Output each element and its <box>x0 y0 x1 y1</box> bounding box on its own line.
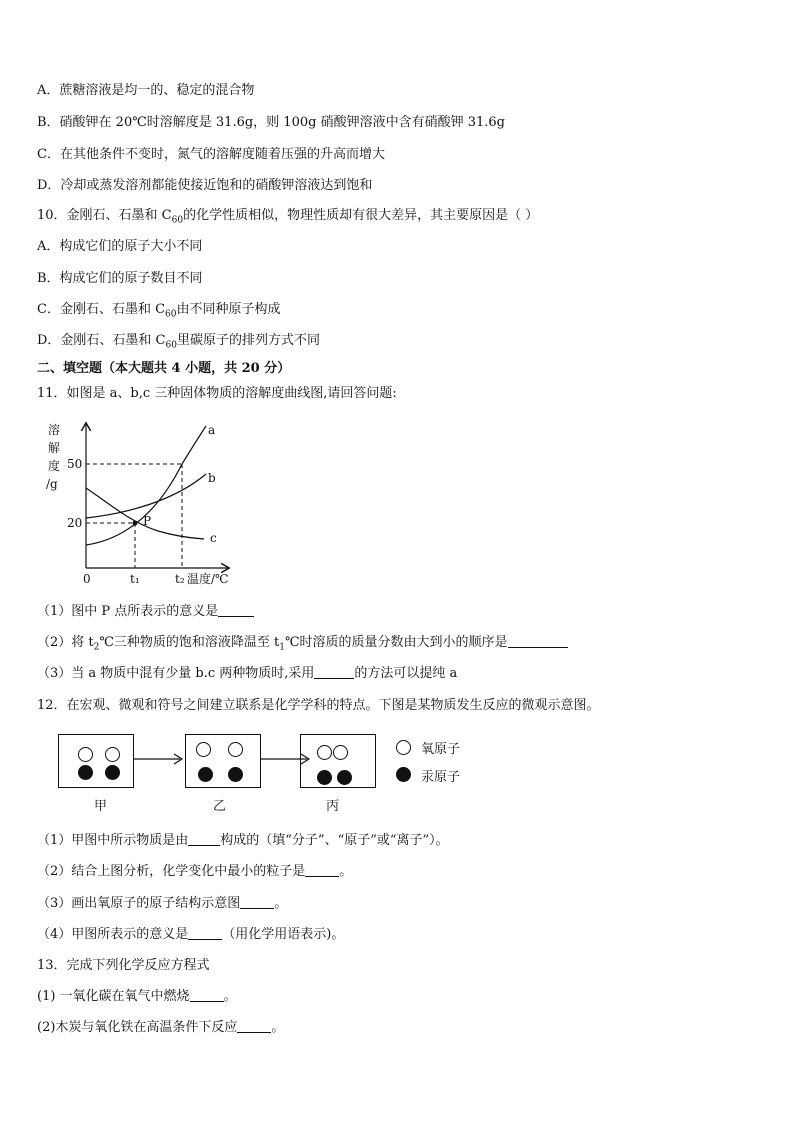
q12-sub4: （4）甲图所表示的意义是 （用化学用语表示)。 <box>37 927 345 942</box>
q12-sub1: （1）甲图中所示物质是由 构成的（填“分子”、“原子”或“离子”）。 <box>37 833 449 848</box>
oxygen-atom <box>196 742 211 757</box>
q12-stem: 12．在宏观、微观和符号之间建立联系是化学学科的特点。下图是某物质发生反应的微观示意图。 <box>37 698 600 713</box>
series-label-b: b <box>208 471 216 485</box>
series-label-c: c <box>210 531 217 545</box>
x-tick-t1: t₁ <box>130 572 140 586</box>
y-label-char: 溶 <box>48 423 61 437</box>
label-jia: 甲 <box>94 799 108 814</box>
y-label-char: 度 <box>48 459 61 473</box>
oxygen-atom <box>105 747 120 762</box>
q11-stem: 11．如图是 a、b,c 三种固体物质的溶解度曲线图,请回答问题: <box>37 386 397 401</box>
q11-sub2: （2）将 $t_2℃$三种物质的饱和溶液降温至 $t_1℃$时溶质的质量分数由大到小的顺序是 <box>37 634 568 657</box>
mercury-atom <box>105 765 120 780</box>
q12-sub2: （2）结合上图分析，化学变化中最小的粒子是 。 <box>37 864 353 879</box>
q12-sub3: （3）画出氧原子的原子结构示意图 。 <box>37 896 288 911</box>
oxygen-atom <box>228 742 243 757</box>
solubility-chart <box>40 418 250 590</box>
legend-oxygen-icon <box>396 740 411 755</box>
mercury-atom <box>78 765 93 780</box>
q9-option-a: A．蔗糖溶液是均一的、稳定的混合物 <box>37 83 255 98</box>
legend-oxygen-label: 氧原子 <box>421 742 461 757</box>
point-p-label: P <box>143 514 152 528</box>
mercury-atom <box>317 770 332 785</box>
legend-mercury-label: 汞原子 <box>421 770 461 785</box>
y-tick-20: 20 <box>67 516 83 530</box>
series-label-a: a <box>208 423 216 437</box>
curve-b <box>86 474 206 518</box>
q9-option-d: D．冷却或蒸发溶剂都能使接近饱和的硝酸钾溶液达到饱和 <box>37 178 373 193</box>
arrow-right <box>134 752 186 766</box>
mercury-atom <box>198 767 213 782</box>
y-tick-50: 50 <box>67 457 83 471</box>
oxygen-atom <box>78 747 93 762</box>
x-tick-t2: t₂ <box>175 572 185 586</box>
q13-sub1: (1) 一氧化碳在氧气中燃烧 。 <box>37 989 237 1004</box>
x-axis-label: 温度/℃ <box>187 572 229 586</box>
mercury-atom <box>337 770 352 785</box>
q11-sub3: （3）当 a 物质中混有少量 b.c 两种物质时,采用 的方法可以提纯 a <box>37 666 458 681</box>
box-bing <box>300 734 376 788</box>
point-p-marker <box>133 521 138 526</box>
q13-sub2: (2)木炭与氧化铁在高温条件下反应 。 <box>37 1020 285 1035</box>
label-yi: 乙 <box>213 799 227 814</box>
q10-stem: 10．金刚石、石墨和 $C_{60}$的化学性质相似，物理性质却有很大差异，其主要原因是（ ） <box>37 208 539 226</box>
oxygen-atom <box>317 745 332 760</box>
q10-option-d: D．金刚石、石墨和 $C_{60}$里碳原子的排列方式不同 <box>37 333 320 351</box>
box-yi <box>185 734 261 788</box>
q11-sub1: （1）图中 P 点所表示的意义是 <box>37 603 254 621</box>
q10-option-c: C．金刚石、石墨和 $C_{60}$由不同种原子构成 <box>37 302 281 320</box>
y-label-char: 解 <box>48 441 61 455</box>
q13-stem: 13．完成下列化学反应方程式 <box>37 958 210 973</box>
q9-option-c: C．在其他条件不变时，氮气的溶解度随着压强的升高而增大 <box>37 147 385 162</box>
legend-mercury-icon <box>396 767 411 782</box>
label-bing: 丙 <box>326 799 340 814</box>
q10-option-b: B．构成它们的原子数目不同 <box>37 271 203 286</box>
q9-option-b: B．硝酸钾在 20℃时溶解度是 31.6g，则 100g 硝酸钾溶液中含有硝酸钾 31.6g <box>37 115 505 130</box>
oxygen-atom <box>333 745 348 760</box>
origin-label: 0 <box>83 572 91 586</box>
q10-option-a: A．构成它们的原子大小不同 <box>37 239 203 254</box>
mercury-atom <box>228 767 243 782</box>
y-label-char: /g <box>46 477 58 491</box>
section-title: 二、填空题（本大题共 4 小题，共 20 分） <box>37 361 291 376</box>
box-jia <box>58 734 134 788</box>
